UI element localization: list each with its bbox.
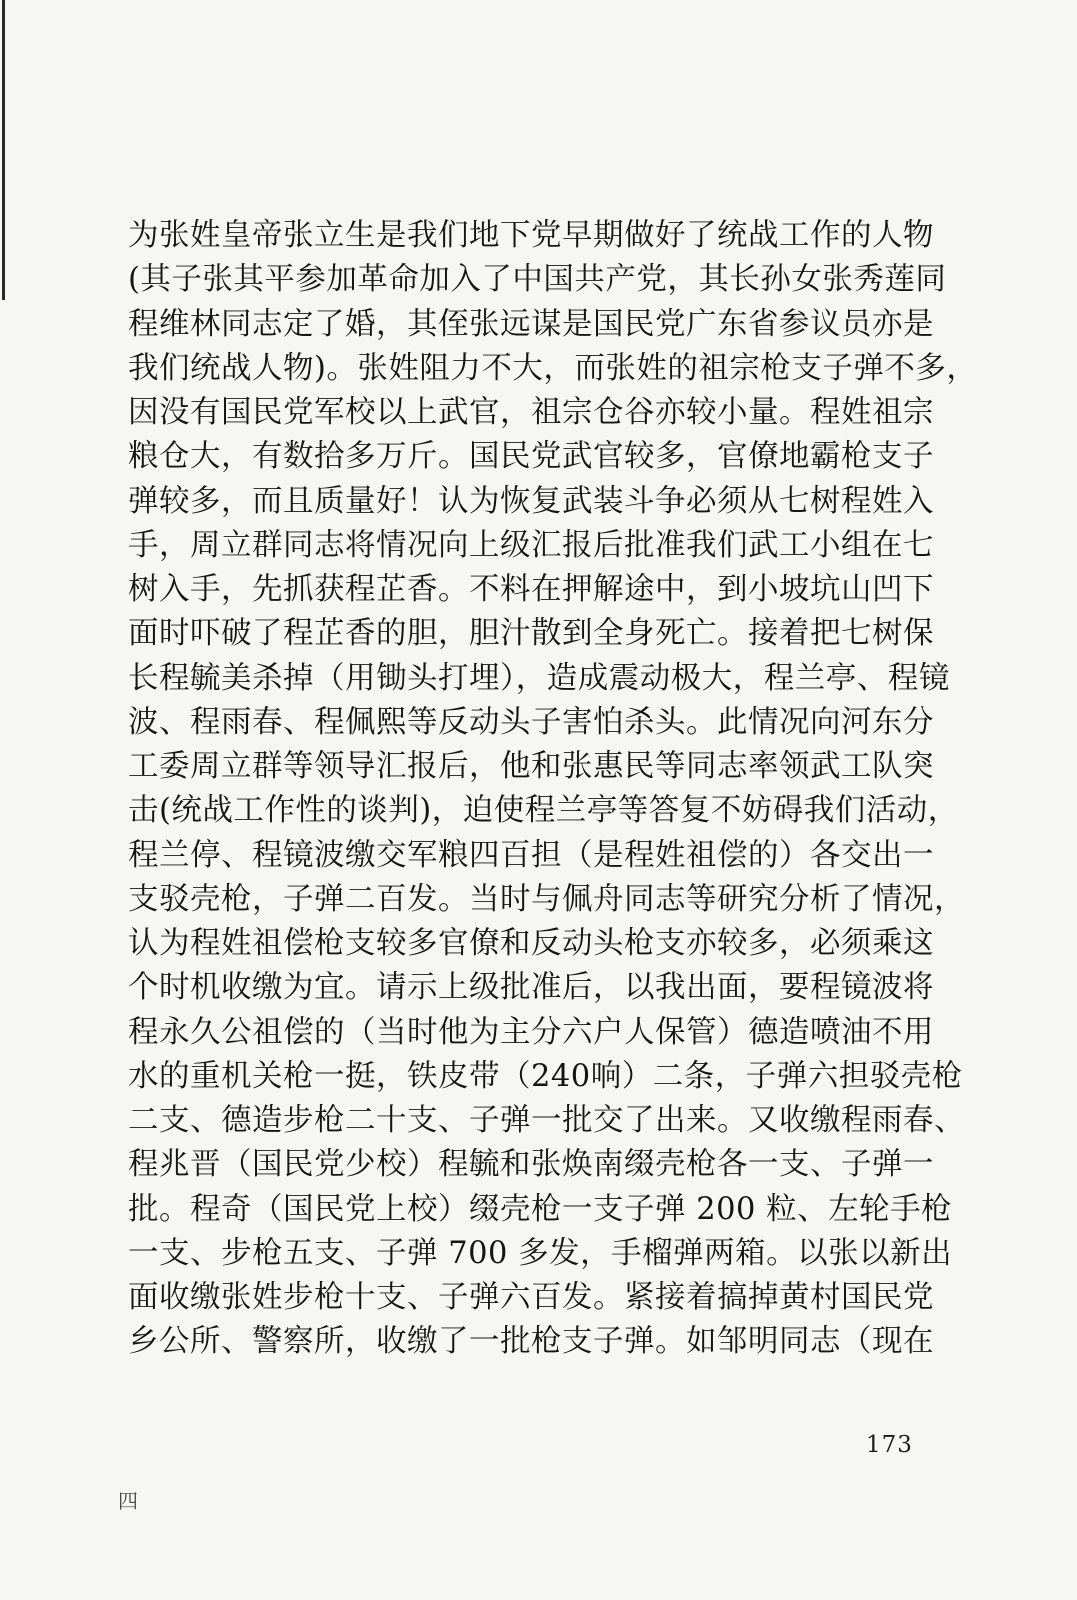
text-line: 工委周立群等领导汇报后，他和张惠民等同志率领武工队突: [128, 749, 934, 784]
text-line: 击(统战工作性的谈判)，迫使程兰亭等答复不妨碍我们活动，: [128, 793, 959, 829]
text-line: 水的重机关枪一挺，铁皮带（240响）二条，子弹六担驳壳枪: [128, 1058, 963, 1094]
text-line: (其子张其平参加革命加入了中国共产党，其长孙女张秀莲同: [128, 262, 947, 298]
body-text: [128, 214, 978, 1365]
text-line: 我们统战人物)。张姓阻力不大，而张姓的祖宗枪支子弹不多，: [128, 350, 978, 386]
page-number: 173: [866, 1432, 913, 1458]
text-line: 面时吓破了程芷香的胆，胆汁散到全身死亡。接着把七树保: [128, 616, 934, 652]
text-line: 树入手，先抓获程芷香。不料在押解途中，到小坡坑山凹下: [128, 572, 934, 607]
text-line: 手，周立群同志将情况向上级汇报后批准我们武工小组在七: [128, 527, 934, 563]
text-line: 程永久公祖偿的（当时他为主分六户人保管）德造喷油不用: [128, 1014, 934, 1050]
corner-mark: 四: [118, 1489, 138, 1513]
text-line: 程兰停、程镜波缴交军粮四百担（是程姓祖偿的）各交出一: [128, 837, 934, 873]
text-line: 粮仓大，有数拾多万斤。国民党武官较多，官僚地霸枪支子: [128, 439, 934, 475]
text-line: 支驳壳枪，子弹二百发。当时与佩舟同志等研究分析了情况，: [128, 881, 965, 917]
text-line: 面收缴张姓步枪十支、子弹六百发。紧接着搞掉黄村国民党: [128, 1280, 934, 1315]
text-line: 程兆晋（国民党少校）程毓和张焕南缀壳枪各一支、子弹一: [128, 1147, 934, 1183]
text-line: 一支、步枪五支、子弹 700 多发，手榴弹两箱。以张以新出: [128, 1235, 953, 1271]
text-line: 程维林同志定了婚，其侄张远谋是国民党广东省参议员亦是: [128, 306, 934, 342]
text-line: 为张姓皇帝张立生是我们地下党早期做好了统战工作的人物: [128, 218, 934, 253]
text-line: 认为程姓祖偿枪支较多官僚和反动头枪支亦较多，必须乘这: [128, 926, 934, 961]
binding-edge-line: [2, 0, 5, 300]
text-line: 批。程奇（国民党上校）缀壳枪一支子弹 200 粒、左轮手枪: [128, 1191, 953, 1227]
text-line: 二支、德造步枪二十支、子弹一批交了出来。又收缴程雨春、: [128, 1103, 965, 1138]
text-line: 因没有国民党军校以上武官，祖宗仓谷亦较小量。程姓祖宗: [128, 395, 934, 430]
text-line: 弹较多，而且质量好！认为恢复武装斗争必须从七树程姓入: [128, 483, 934, 519]
text-line: 个时机收缴为宜。请示上级批准后，以我出面，要程镜波将: [128, 970, 934, 1006]
text-line: 乡公所、警察所，收缴了一批枪支子弹。如邹明同志（现在: [128, 1324, 934, 1360]
text-line: 长程毓美杀掉（用锄头打埋），造成震动极大，程兰亭、程镜: [128, 660, 950, 696]
text-line: 波、程雨春、程佩熙等反动头子害怕杀头。此情况向河东分: [128, 704, 934, 740]
